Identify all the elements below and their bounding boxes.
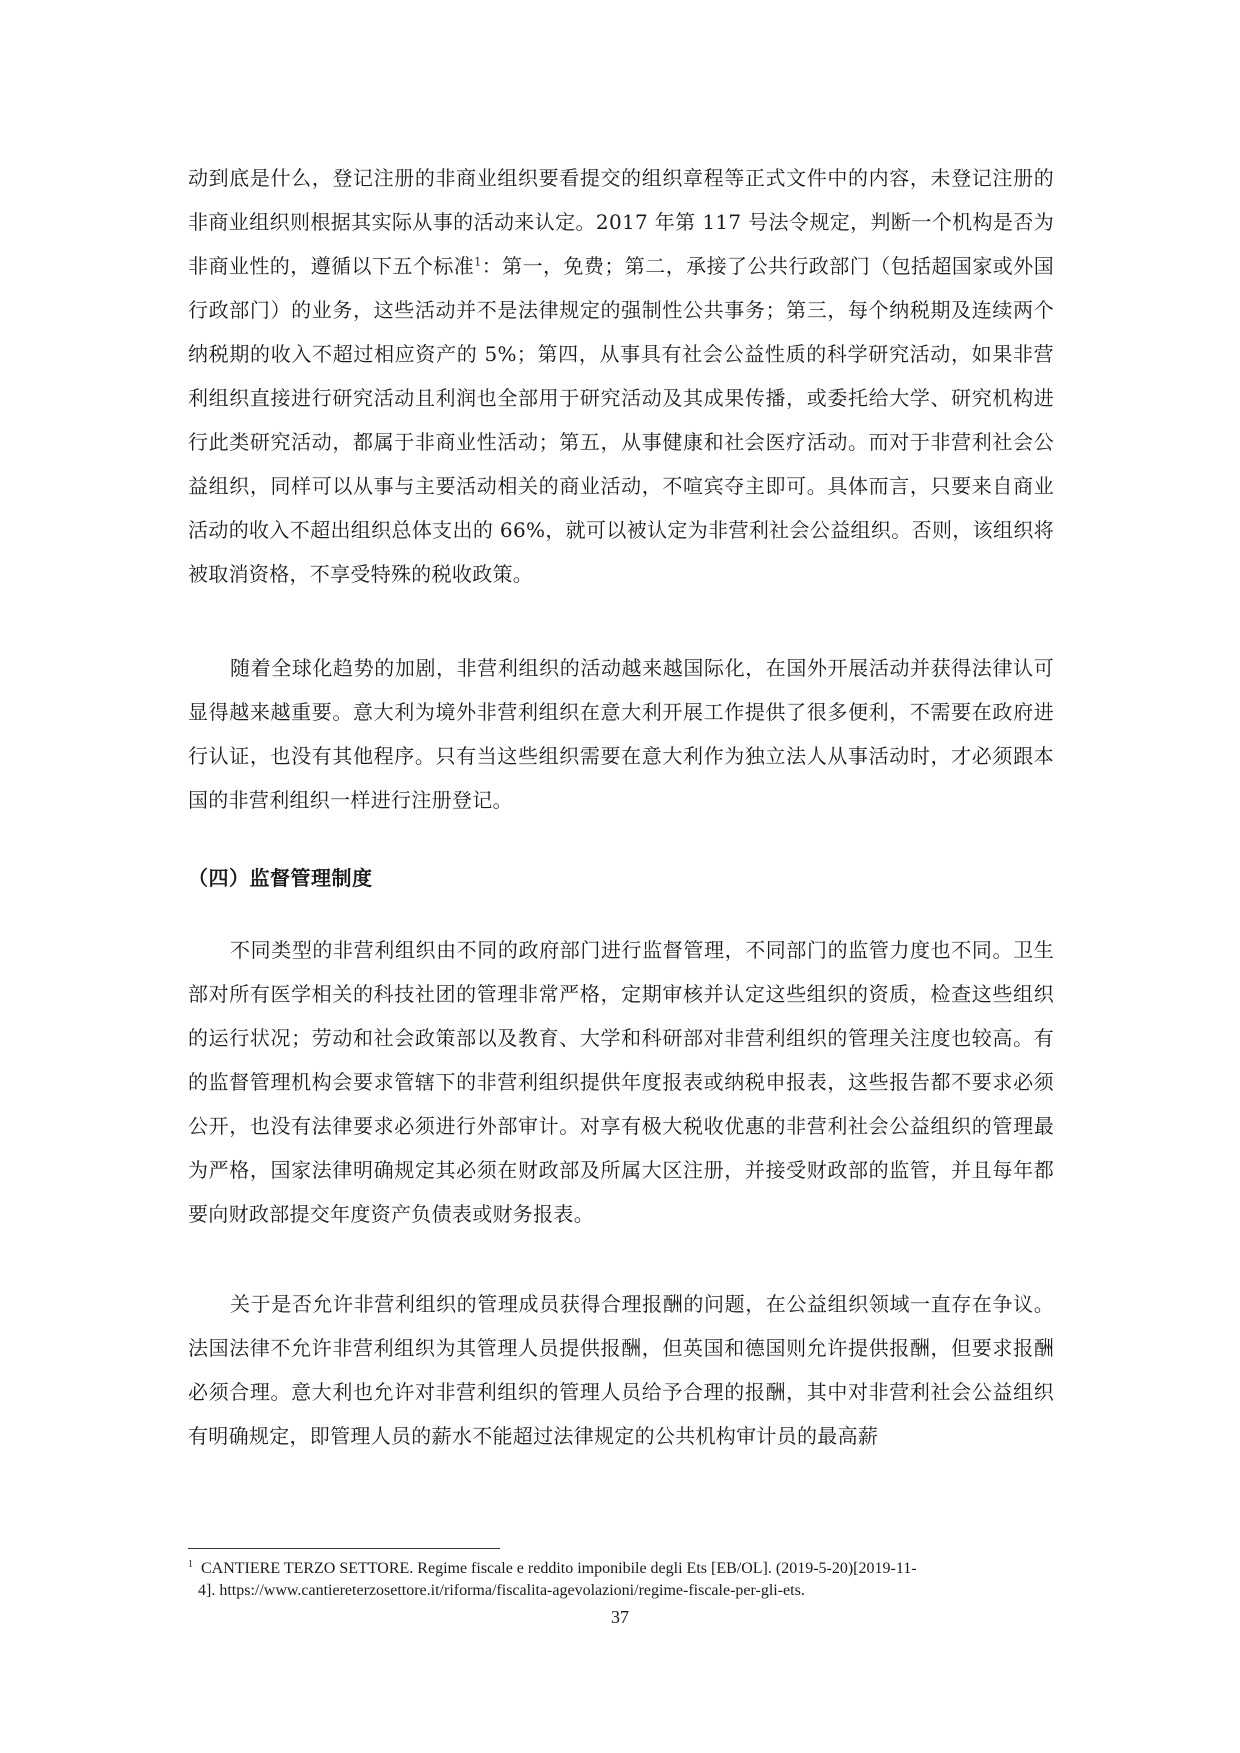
page-number: 37 (611, 1607, 629, 1627)
paragraph-4-text: 关于是否允许非营利组织的管理成员获得合理报酬的问题，在公益组织领域一直存在争议。法国法律不允许非营利组织为其管理人员提供报酬，但英国和德国则允许提供报酬，但要求报酬必须合理。意大利也允许对非营利组织的管理人员给予合理的报酬，其中对非营利社会公益组织有明确规定，即管理人员的薪水不能超过法律规定的公共机构审计员的最高薪 (188, 1292, 1054, 1448)
section-heading: （四）监督管理制度 (188, 866, 373, 890)
body-paragraph-4 (188, 1282, 1054, 1458)
body-paragraph-2 (188, 646, 1054, 822)
footnote-divider (188, 1548, 500, 1549)
paragraph-1-text-part-1: 动到底是什么，登记注册的非商业组织要看提交的组织章程等正式文件中的内容，未登记注册的非商业组织则根据其实际从事的活动来认定。2017 年第 117 号法令规定，判断一个机构是否为非商业性的，遵循以下五个标准 (188, 166, 1054, 278)
body-paragraph-1 (188, 156, 1054, 596)
footnote-line-1: CANTIERE TERZO SETTORE. Regime fiscale e reddito imponibile degli Ets [EB/OL]. (2019-5-20)[2019-11- (201, 1560, 917, 1577)
footnote-number: 1 (188, 1558, 193, 1570)
footnote (188, 1558, 1054, 1602)
paragraph-3-text: 不同类型的非营利组织由不同的政府部门进行监督管理，不同部门的监管力度也不同。卫生部对所有医学相关的科技社团的管理非常严格，定期审核并认定这些组织的资质，检查这些组织的运行状况；劳动和社会政策部以及教育、大学和科研部对非营利组织的管理关注度也较高。有的监督管理机构会要求管辖下的非营利组织提供年度报表或纳税申报表，这些报告都不要求必须公开，也没有法律要求必须进行外部审计。对享有极大税收优惠的非营利社会公益组织的管理最为严格，国家法律明确规定其必须在财政部及所属大区注册，并接受财政部的监管，并且每年都要向财政部提交年度资产负债表或财务报表。 (188, 938, 1054, 1226)
paragraph-1-text-part-2: ：第一，免费；第二，承接了公共行政部门（包括超国家或外国行政部门）的业务，这些活动并不是法律规定的强制性公共事务；第三，每个纳税期及连续两个纳税期的收入不超过相应资产的 5%；第四，从事具有社会公益性质的科学研究活动，如果非营利组织直接进行研究活动且利润也全部用于研究活动及其成果传播，或委托给大学、研究机构进行此类研究活动，都属于非商业性活动；第五，从事健康和社会医疗活动。而对于非营利社会公益组织，同样可以从事与主要活动相关的商业活动，不喧宾夺主即可。具体而言，只要来自商业活动的收入不超出组织总体支出的 66%，就可以被认定为非营利社会公益组织。否则，该组织将被取消资格，不享受特殊的税收政策。 (188, 254, 1054, 586)
footnote-line-2[interactable]: 4]. https://www.cantiereterzosettore.it/riforma/fiscalita-agevolazioni/regime-fiscale-per-gli-ets. (198, 1582, 805, 1599)
paragraph-2-text: 随着全球化趋势的加剧，非营利组织的活动越来越国际化，在国外开展活动并获得法律认可显得越来越重要。意大利为境外非营利组织在意大利开展工作提供了很多便利，不需要在政府进行认证，也没有其他程序。只有当这些组织需要在意大利作为独立法人从事活动时，才必须跟本国的非营利组织一样进行注册登记。 (188, 656, 1054, 812)
footnote-reference[interactable]: 1 (474, 255, 482, 269)
body-paragraph-3 (188, 928, 1054, 1236)
